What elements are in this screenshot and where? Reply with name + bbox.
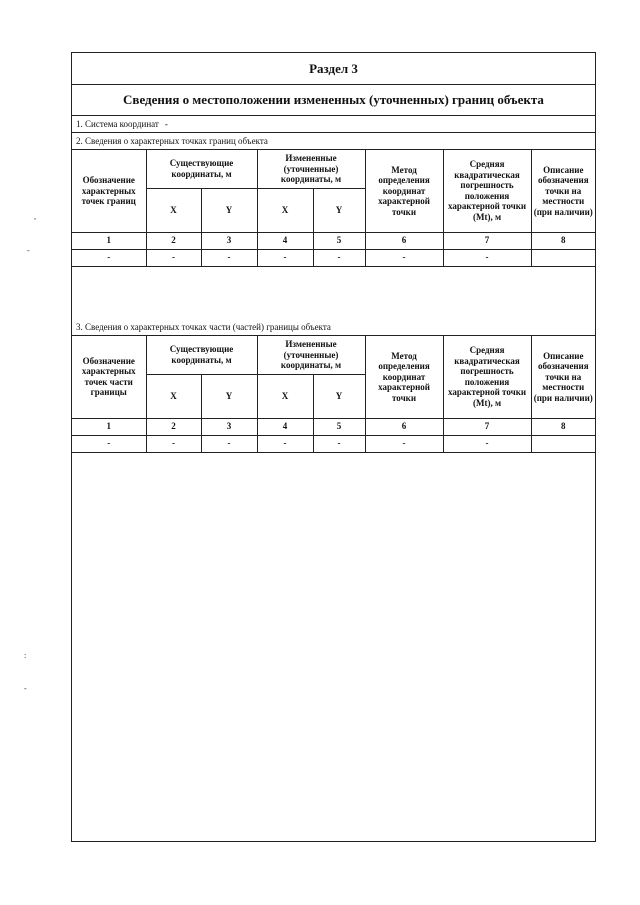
column-number: 5 (313, 418, 365, 435)
table-cell: - (365, 249, 443, 266)
document-frame (71, 52, 596, 842)
boundary-points-table (72, 150, 595, 267)
col-changed-x: X (257, 374, 313, 418)
column-number: 5 (313, 232, 365, 249)
margin-mark: : (24, 651, 27, 660)
table-cell: - (365, 435, 443, 452)
column-number: 7 (443, 418, 531, 435)
table-number-row (72, 418, 595, 435)
column-number: 6 (365, 418, 443, 435)
column-number: 6 (365, 232, 443, 249)
table-header-row (72, 150, 595, 188)
column-number: 2 (146, 232, 201, 249)
col-changed-y: Y (313, 188, 365, 232)
col-method: Метод определения координат характерной точки (365, 336, 443, 418)
column-number: 1 (72, 232, 146, 249)
col-description: Описание обозначения точки на местности (при наличии) (531, 150, 595, 232)
column-number: 8 (531, 418, 595, 435)
col-existing-y: Y (201, 374, 257, 418)
col-existing-x: X (146, 374, 201, 418)
table-cell: - (146, 435, 201, 452)
column-number: 4 (257, 418, 313, 435)
part-boundary-points-table (72, 336, 595, 453)
table-row (72, 435, 595, 452)
table-number-row (72, 232, 595, 249)
table-cell: - (72, 435, 146, 452)
table-cell: - (313, 435, 365, 452)
coordinate-system-value: - (164, 119, 168, 129)
col-existing-x: X (146, 188, 201, 232)
table-cell: - (72, 249, 146, 266)
col-changed-y: Y (313, 374, 365, 418)
margin-mark: - (24, 684, 27, 693)
table-cell: - (443, 435, 531, 452)
table-cell: - (443, 249, 531, 266)
table-cell (531, 435, 595, 452)
col-method: Метод определения координат характерной точки (365, 150, 443, 232)
column-number: 4 (257, 232, 313, 249)
col-designation: Обозначение характерных точек части границы (72, 336, 146, 418)
margin-mark: , (34, 212, 36, 221)
col-existing: Существующие координаты, м (146, 336, 257, 374)
coordinate-system-line (72, 116, 595, 133)
column-number: 3 (201, 418, 257, 435)
col-existing: Существующие координаты, м (146, 150, 257, 188)
section2-heading: 2. Сведения о характерных точках границ объекта (72, 133, 595, 150)
document-title: Сведения о местоположении измененных (уточненных) границ объекта (72, 85, 595, 116)
table-cell: - (146, 249, 201, 266)
col-changed-x: X (257, 188, 313, 232)
table-header-row (72, 336, 595, 374)
col-designation: Обозначение характерных точек границ (72, 150, 146, 232)
table-cell: - (257, 435, 313, 452)
column-number: 2 (146, 418, 201, 435)
table-cell: - (257, 249, 313, 266)
table-cell (531, 249, 595, 266)
table-cell: - (201, 435, 257, 452)
col-error: Средняя квадратическая погрешность положения характерной точки (Mt), м (443, 150, 531, 232)
col-error: Средняя квадратическая погрешность положения характерной точки (Mt), м (443, 336, 531, 418)
coordinate-system-label: 1. Система координат (76, 119, 159, 129)
column-number: 3 (201, 232, 257, 249)
col-description: Описание обозначения точки на местности (при наличии) (531, 336, 595, 418)
table-row (72, 249, 595, 266)
col-existing-y: Y (201, 188, 257, 232)
table-cell: - (201, 249, 257, 266)
column-number: 8 (531, 232, 595, 249)
margin-mark: - (27, 246, 30, 255)
column-number: 1 (72, 418, 146, 435)
table-cell: - (313, 249, 365, 266)
section-title: Раздел 3 (72, 53, 595, 85)
section3-heading: 3. Сведения о характерных точках части (частей) границы объекта (72, 319, 595, 336)
col-changed: Измененные (уточненные) координаты, м (257, 150, 365, 188)
column-number: 7 (443, 232, 531, 249)
col-changed: Измененные (уточненные) координаты, м (257, 336, 365, 374)
